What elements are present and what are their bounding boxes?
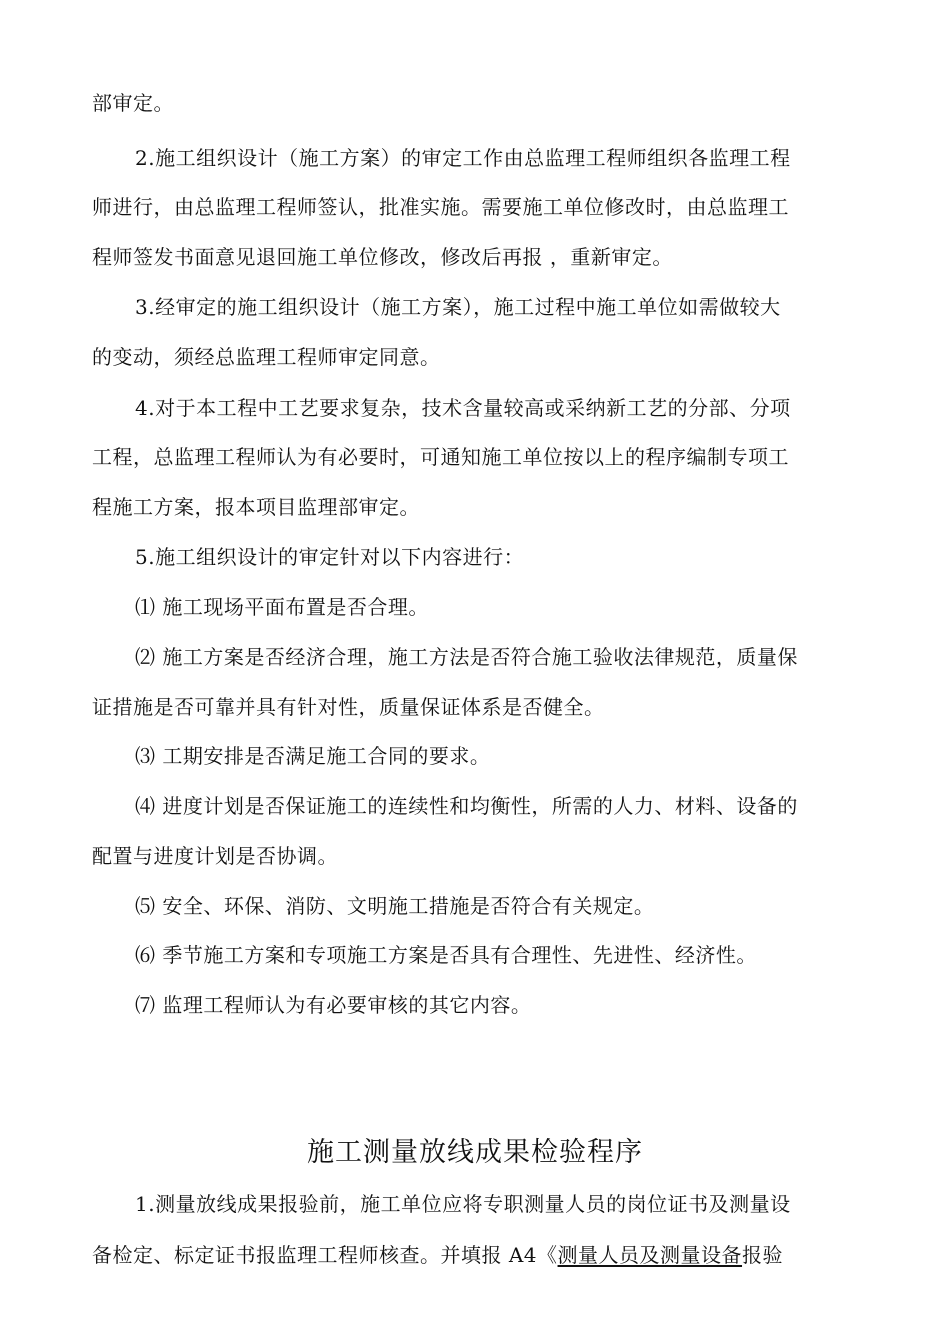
paragraph-line: 证措施是否可靠并具有针对性，质量保证体系是否健全。 [92, 695, 605, 719]
list-item: ⑸ 安全、环保、消防、文明施工措施是否符合有关规定。 [135, 894, 655, 918]
list-item: ⑶ 工期安排是否满足施工合同的要求。 [135, 744, 491, 768]
paragraph-line [92, 1242, 862, 1268]
list-item: ⑺ 监理工程师认为有必要审核的其它内容。 [135, 993, 532, 1017]
paragraph-line: 程师签发书面意见退回施工单位修改，修改后再报 ，重新审定。 [92, 245, 673, 269]
list-item: ⑴ 施工现场平面布置是否合理。 [135, 595, 429, 619]
paragraph-line: 工程，总监理工程师认为有必要时，可通知施工单位按以上的程序编制专项工 [92, 445, 789, 469]
paragraph-line: 4.对于本工程中工艺要求复杂，技术含量较高或采纳新工艺的分部、分项 [135, 396, 791, 420]
paragraph-line: 配置与进度计划是否协调。 [92, 844, 338, 868]
list-item: ⑷ 进度计划是否保证施工的连续性和均衡性，所需的人力、材料、设备的 [135, 794, 798, 818]
paragraph-line: 3.经审定的施工组织设计（施工方案），施工过程中施工单位如需做较大 [135, 295, 781, 319]
text-run: 报验 [742, 1243, 784, 1267]
paragraph-line: 程施工方案，报本项目监理部审定。 [92, 495, 420, 519]
paragraph-line: 5.施工组织设计的审定针对以下内容进行： [135, 545, 525, 569]
list-item: ⑵ 施工方案是否经济合理，施工方法是否符合施工验收法律规范，质量保 [135, 645, 798, 669]
paragraph-line: 师进行，由总监理工程师签认，批准实施。需要施工单位修改时，由总监理工 [92, 195, 789, 219]
paragraph-line: 2.施工组织设计（施工方案）的审定工作由总监理工程师组织各监理工程 [135, 146, 791, 170]
paragraph-line: 的变动，须经总监理工程师审定同意。 [92, 345, 441, 369]
text-run: 备检定、标定证书报监理工程师核查。并填报 A4《 [92, 1243, 558, 1267]
section-title: 施工测量放线成果检验程序 [307, 1137, 643, 1168]
underlined-text: 测量人员及测量设备 [557, 1243, 743, 1267]
list-item: ⑹ 季节施工方案和专项施工方案是否具有合理性、先进性、经济性。 [135, 943, 757, 967]
paragraph-line: 部审定。 [92, 91, 174, 115]
paragraph-line: 1.测量放线成果报验前，施工单位应将专职测量人员的岗位证书及测量设 [135, 1192, 791, 1216]
